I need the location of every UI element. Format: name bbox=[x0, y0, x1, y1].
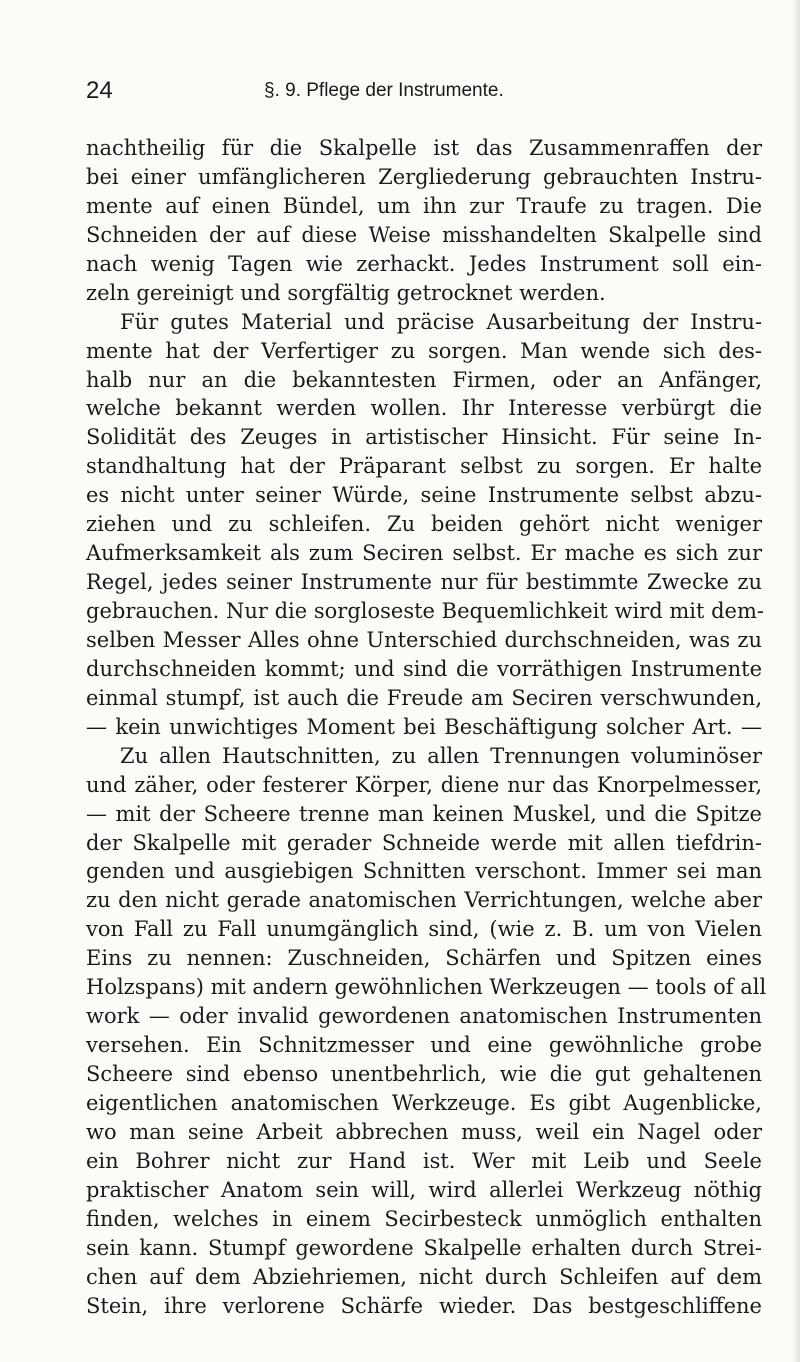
text-line: welche bekannt werden wollen. Ihr Interesse verbürgt die bbox=[86, 396, 762, 421]
text-line: Zu allen Hautschnitten, zu allen Trennungen voluminöser bbox=[120, 743, 762, 768]
text-line: wo man seine Arbeit abbrechen muss, weil ein Nagel oder bbox=[86, 1119, 762, 1144]
text-line: von Fall zu Fall unumgänglich sind, (wie z. B. um von Vielen bbox=[86, 917, 762, 942]
text-line: Scheere sind ebenso unentbehrlich, wie die gut gehaltenen bbox=[86, 1062, 762, 1086]
text-line: durchschneiden kommt; und sind die vorräthigen Instrumente bbox=[86, 656, 762, 681]
page-number: 24 bbox=[86, 77, 113, 104]
text-line: der Skalpelle mit gerader Schneide werde mit allen tiefdrin- bbox=[86, 830, 762, 855]
text-line: Solidität des Zeuges in artistischer Hinsicht. Für seine In- bbox=[86, 425, 762, 450]
text-line: Aufmerksamkeit als zum Seciren selbst. Er mache es sich zur bbox=[86, 541, 762, 566]
text-line: mente hat der Verfertiger zu sorgen. Man wende sich des- bbox=[86, 338, 762, 363]
text-line: Holzspans) mit andern gewöhnlichen Werkzeugen — tools of all bbox=[86, 975, 767, 1000]
text-line: Regel, jedes seiner Instrumente nur für bestimmte Zwecke zu bbox=[86, 570, 762, 595]
text-line: zeln gereinigt und sorgfältig getrocknet werden. bbox=[86, 280, 606, 305]
text-line: standhaltung hat der Präparant selbst zu sorgen. Er halte bbox=[86, 454, 762, 479]
text-line: gebrauchen. Nur die sorgloseste Bequemlichkeit wird mit dem- bbox=[86, 599, 764, 623]
text-line: es nicht unter seiner Würde, seine Instrumente selbst abzu- bbox=[86, 483, 762, 508]
text-line: Schneiden der auf diese Weise misshandelten Skalpelle sind bbox=[86, 222, 762, 247]
text-line: genden und ausgiebigen Schnitten verschont. Immer sei man bbox=[86, 859, 762, 884]
text-line: Eins zu nennen: Zuschneiden, Schärfen und Spitzen eines bbox=[86, 946, 762, 971]
page-header bbox=[86, 78, 746, 108]
text-line: bei einer umfänglicheren Zergliederung gebrauchten Instru- bbox=[86, 164, 762, 189]
text-line: halb nur an die bekanntesten Firmen, oder an Anfänger, bbox=[86, 367, 762, 392]
text-line: praktischer Anatom sein will, wird allerlei Werkzeug nöthig bbox=[86, 1177, 762, 1202]
text-line: chen auf dem Abziehriemen, nicht durch Schleifen auf dem bbox=[86, 1264, 762, 1289]
text-line: einmal stumpf, ist auch die Freude am Seciren verschwunden, bbox=[86, 685, 762, 710]
text-line: und zäher, oder festerer Körper, diene nur das Knorpelmesser, bbox=[86, 772, 762, 797]
text-line: nachtheilig für die Skalpelle ist das Zusammenraffen der bbox=[86, 136, 762, 160]
text-line: versehen. Ein Schnitzmesser und eine gewöhnliche grobe bbox=[86, 1033, 762, 1058]
text-line: selben Messer Alles ohne Unterschied durchschneiden, was zu bbox=[86, 627, 762, 652]
text-line: Für gutes Material und präcise Ausarbeitung der Instru- bbox=[120, 309, 762, 334]
text-line: eigentlichen anatomischen Werkzeuge. Es gibt Augenblicke, bbox=[86, 1090, 762, 1115]
page-edge-shadow bbox=[792, 0, 800, 1362]
text-line: ziehen und zu schleifen. Zu beiden gehört nicht weniger bbox=[86, 512, 762, 537]
text-line: ein Bohrer nicht zur Hand ist. Wer mit Leib und Seele bbox=[86, 1148, 762, 1173]
text-line: mente auf einen Bündel, um ihn zur Traufe zu tragen. Die bbox=[86, 193, 762, 218]
text-line: — mit der Scheere trenne man keinen Muskel, und die Spitze bbox=[86, 801, 762, 826]
text-line: zu den nicht gerade anatomischen Verrichtungen, welche aber bbox=[86, 888, 762, 913]
running-head: §. 9. Pflege der Instrumente. bbox=[264, 80, 504, 101]
text-line: Stein, ihre verlorene Schärfe wieder. Das bestgeschliffene bbox=[86, 1293, 762, 1318]
text-line: nach wenig Tagen wie zerhackt. Jedes Instrument soll ein- bbox=[86, 251, 762, 276]
text-line: sein kann. Stumpf gewordene Skalpelle erhalten durch Strei- bbox=[86, 1235, 762, 1260]
text-line: work — oder invalid gewordenen anatomischen Instrumenten bbox=[86, 1004, 762, 1029]
body-text bbox=[86, 134, 767, 1320]
text-line: finden, welches in einem Secirbesteck unmöglich enthalten bbox=[86, 1206, 762, 1231]
text-line: — kein unwichtiges Moment bei Beschäftigung solcher Art. — bbox=[86, 714, 762, 739]
